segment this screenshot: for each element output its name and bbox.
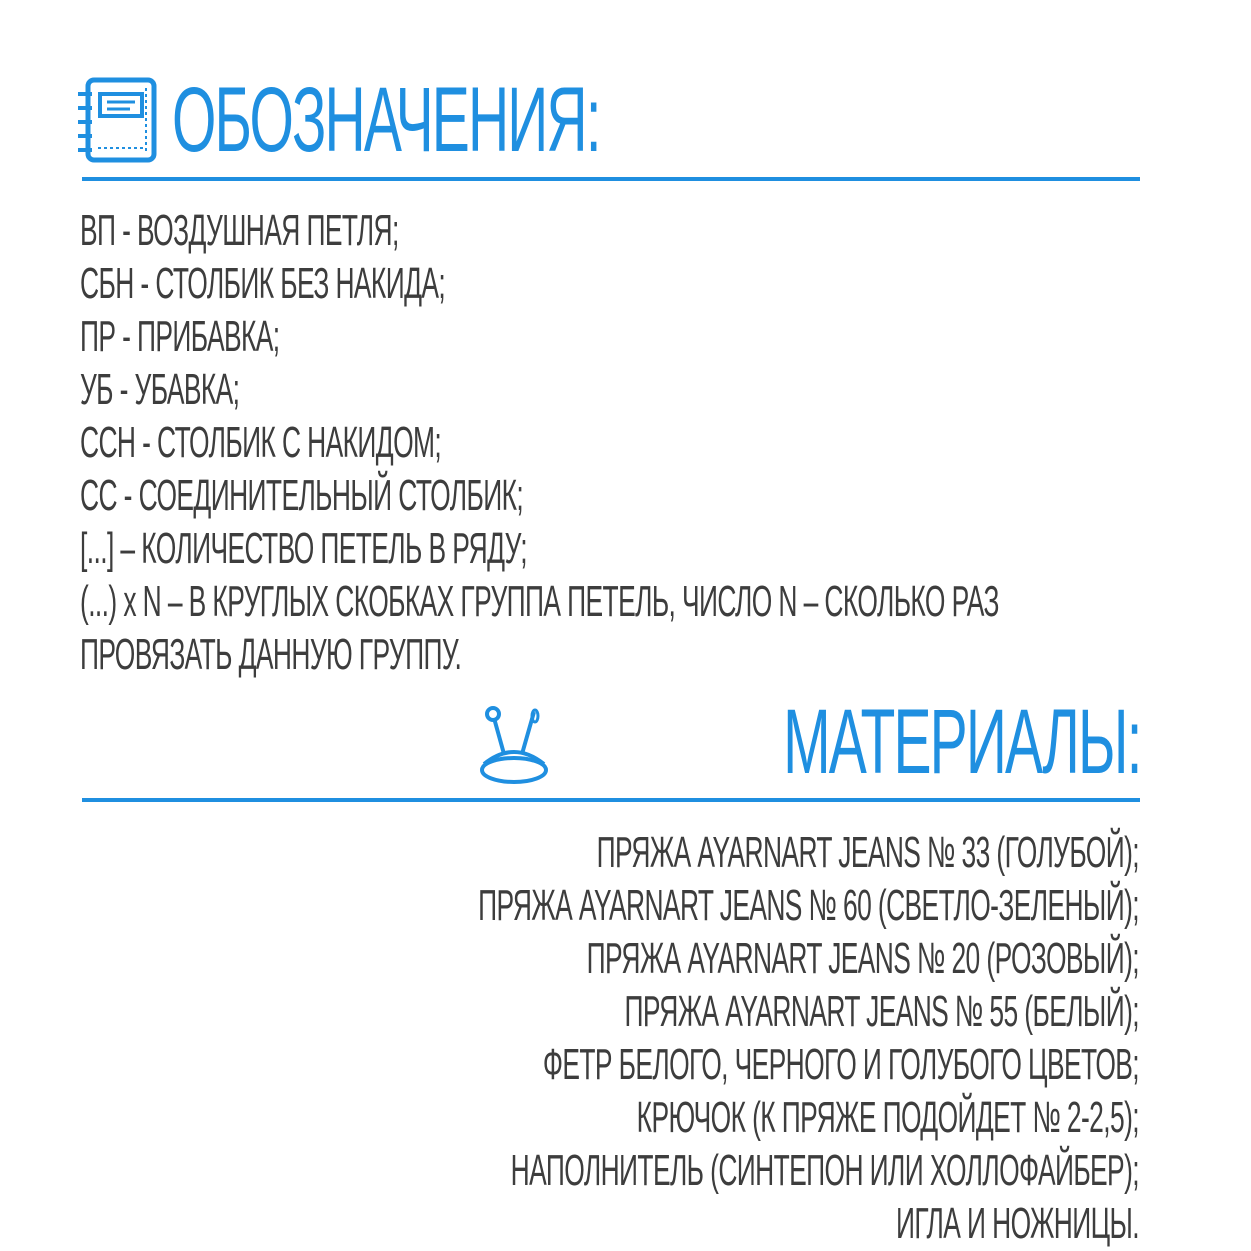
list-item: СБН - СТОЛБИК БЕЗ НАКИДА; [80, 259, 446, 308]
list-item: ПРЯЖА AYARNART JEANS № 20 (РОЗОВЫЙ); [586, 934, 1139, 983]
list-item: ВП - ВОЗДУШНАЯ ПЕТЛЯ; [80, 206, 399, 255]
legend-heading [74, 66, 862, 171]
list-item: УБ - УБАВКА; [80, 365, 240, 414]
pincushion-icon [478, 704, 550, 788]
list-item: [...] – КОЛИЧЕСТВО ПЕТЕЛЬ В РЯДУ; [80, 524, 528, 573]
list-item: (...) x N – В КРУГЛЫХ СКОБКАХ ГРУППА ПЕТЕЛЬ, ЧИСЛО N – СКОЛЬКО РАЗ [80, 577, 999, 626]
list-item: ПРЯЖА AYARNART JEANS № 33 (ГОЛУБОЙ); [596, 828, 1139, 877]
legend-divider [82, 177, 1140, 181]
list-item: ПРЯЖА AYARNART JEANS № 55 (БЕЛЫЙ); [624, 987, 1139, 1036]
legend-list [80, 204, 1251, 681]
list-item: ПР - ПРИБАВКА; [80, 312, 280, 361]
list-item: СС - СОЕДИНИТЕЛЬНЫЙ СТОЛБИК; [80, 471, 524, 520]
list-item: ПРОВЯЗАТЬ ДАННУЮ ГРУППУ. [80, 630, 462, 679]
notebook-icon [74, 74, 164, 166]
materials-heading [478, 688, 1141, 793]
list-item: ИГЛА И НОЖНИЦЫ. [895, 1199, 1139, 1248]
materials-list [0, 826, 1139, 1250]
materials-divider [82, 798, 1140, 802]
list-item: НАПОЛНИТЕЛЬ (СИНТЕПОН ИЛИ ХОЛЛОФАЙБЕР); [510, 1146, 1139, 1195]
list-item: ПРЯЖА AYARNART JEANS № 60 (СВЕТЛО-ЗЕЛЕНЫЙ); [478, 881, 1139, 930]
list-item: ФЕТР БЕЛОГО, ЧЕРНОГО И ГОЛУБОГО ЦВЕТОВ; [542, 1040, 1139, 1089]
list-item: КРЮЧОК (К ПРЯЖЕ ПОДОЙДЕТ № 2-2,5); [636, 1093, 1139, 1142]
list-item: ССН - СТОЛБИК С НАКИДОМ; [80, 418, 442, 467]
materials-title: МАТЕРИАЛЫ: [783, 691, 1141, 793]
legend-title: ОБОЗНАЧЕНИЯ: [172, 69, 600, 171]
